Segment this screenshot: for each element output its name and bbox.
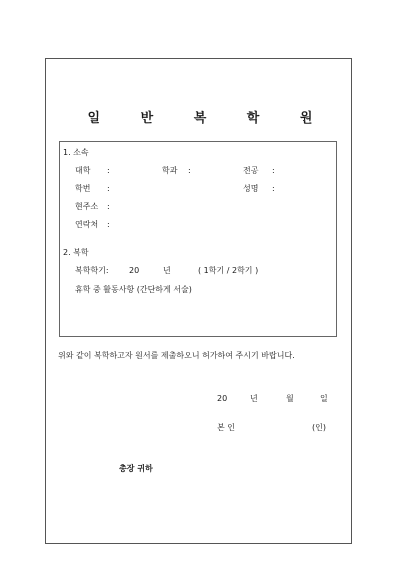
major-label: 전공: [243, 166, 259, 175]
semester-options: ( 1학기 / 2학기 ): [198, 266, 259, 275]
return-year-prefix: 20: [129, 266, 140, 275]
name-label: 성명: [243, 184, 259, 193]
date-month: 월: [286, 394, 294, 403]
student-id-colon: :: [107, 184, 110, 193]
signature-seal: (인): [312, 423, 326, 432]
phone-colon: :: [107, 220, 110, 229]
statement-text: 위와 같이 복학하고자 원서를 제출하오니 허가하여 주시기 바랍니다.: [58, 351, 295, 360]
date-year-prefix: 20: [217, 394, 228, 403]
form-title: 일 반 복 학 원: [87, 111, 313, 126]
university-label: 대학: [75, 166, 91, 175]
name-colon: :: [272, 184, 275, 193]
date-year: 년: [250, 394, 258, 403]
addressee: 총장 귀하: [119, 464, 153, 473]
section1-heading: 1. 소속: [63, 148, 89, 157]
date-day: 일: [320, 394, 328, 403]
department-label: 학과: [162, 166, 178, 175]
signature-label: 본 인: [217, 423, 235, 432]
department-colon: :: [188, 166, 191, 175]
return-term-label: 복학학기:: [75, 266, 109, 275]
form-info-box: [59, 141, 337, 337]
phone-label: 연락처: [75, 220, 99, 229]
university-colon: :: [107, 166, 110, 175]
major-colon: :: [272, 166, 275, 175]
address-colon: :: [107, 202, 110, 211]
return-year-suffix: 년: [163, 266, 171, 275]
leave-activity-label: 휴학 중 활동사항 (간단하게 서술): [75, 285, 192, 294]
address-label: 현주소: [75, 202, 99, 211]
student-id-label: 학번: [75, 184, 91, 193]
section2-heading: 2. 복학: [63, 248, 89, 257]
